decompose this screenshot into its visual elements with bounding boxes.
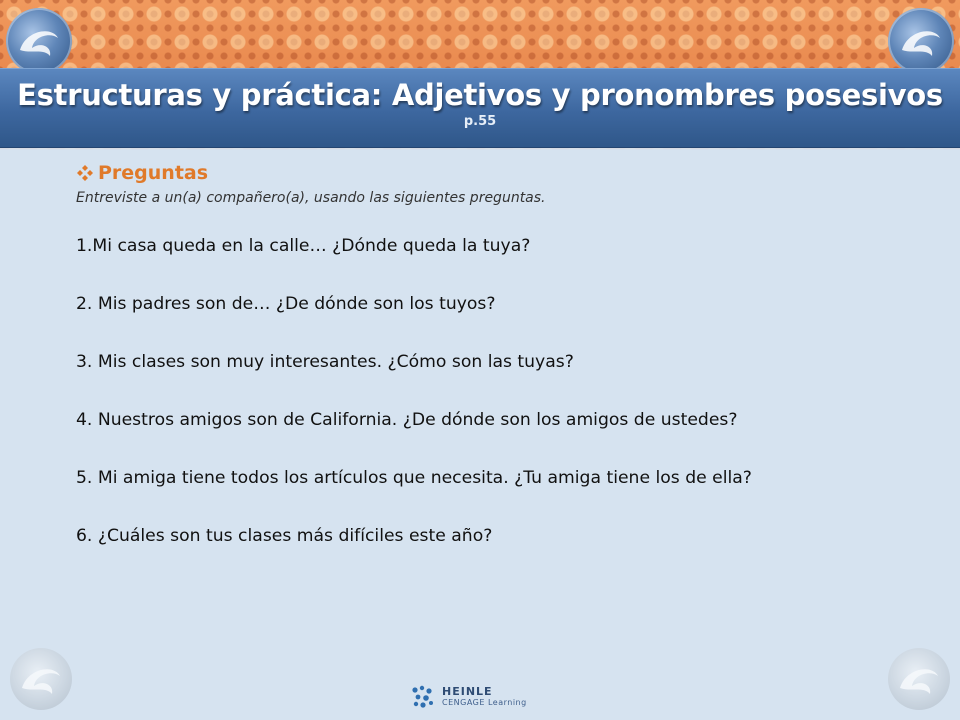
swirl-watermark-icon [10,648,72,710]
swirl-logo-icon [6,8,72,74]
diamond-bullet-icon [76,164,94,182]
swirl-watermark-icon [888,648,950,710]
section-heading-label: Preguntas [98,162,209,184]
section-heading [76,160,896,186]
page-title: Estructuras y práctica: Adjetivos y pronombres posesivos [17,78,943,112]
question-list [76,236,896,584]
publisher-brand-top: HEINLE [442,685,493,698]
question-item: 3. Mis clases son muy interesantes. ¿Cómo son las tuyas? [76,352,574,372]
page-reference: p.55 [463,114,497,129]
main-content [76,160,896,584]
swirl-logo-icon [888,8,954,74]
question-item: 6. ¿Cuáles son tus clases más difíciles este año? [76,526,493,546]
instruction-text: Entreviste a un(a) compañero(a), usando las siguientes preguntas. [76,190,546,206]
question-item: 1.Mi casa queda en la calle… ¿Dónde queda la tuya? [76,236,531,256]
question-item: 5. Mi amiga tiene todos los artículos que necesita. ¿Tu amiga tiene los de ella? [76,468,752,488]
dots-logo-icon [410,684,436,710]
question-item: 2. Mis padres son de… ¿De dónde son los tuyos? [76,294,496,314]
publisher-name [442,686,527,708]
publisher-logo [410,682,560,712]
question-item: 4. Nuestros amigos son de California. ¿De dónde son los amigos de ustedes? [76,410,738,430]
title-bar [0,68,960,148]
publisher-brand-bottom: CENGAGE Learning [442,698,527,707]
